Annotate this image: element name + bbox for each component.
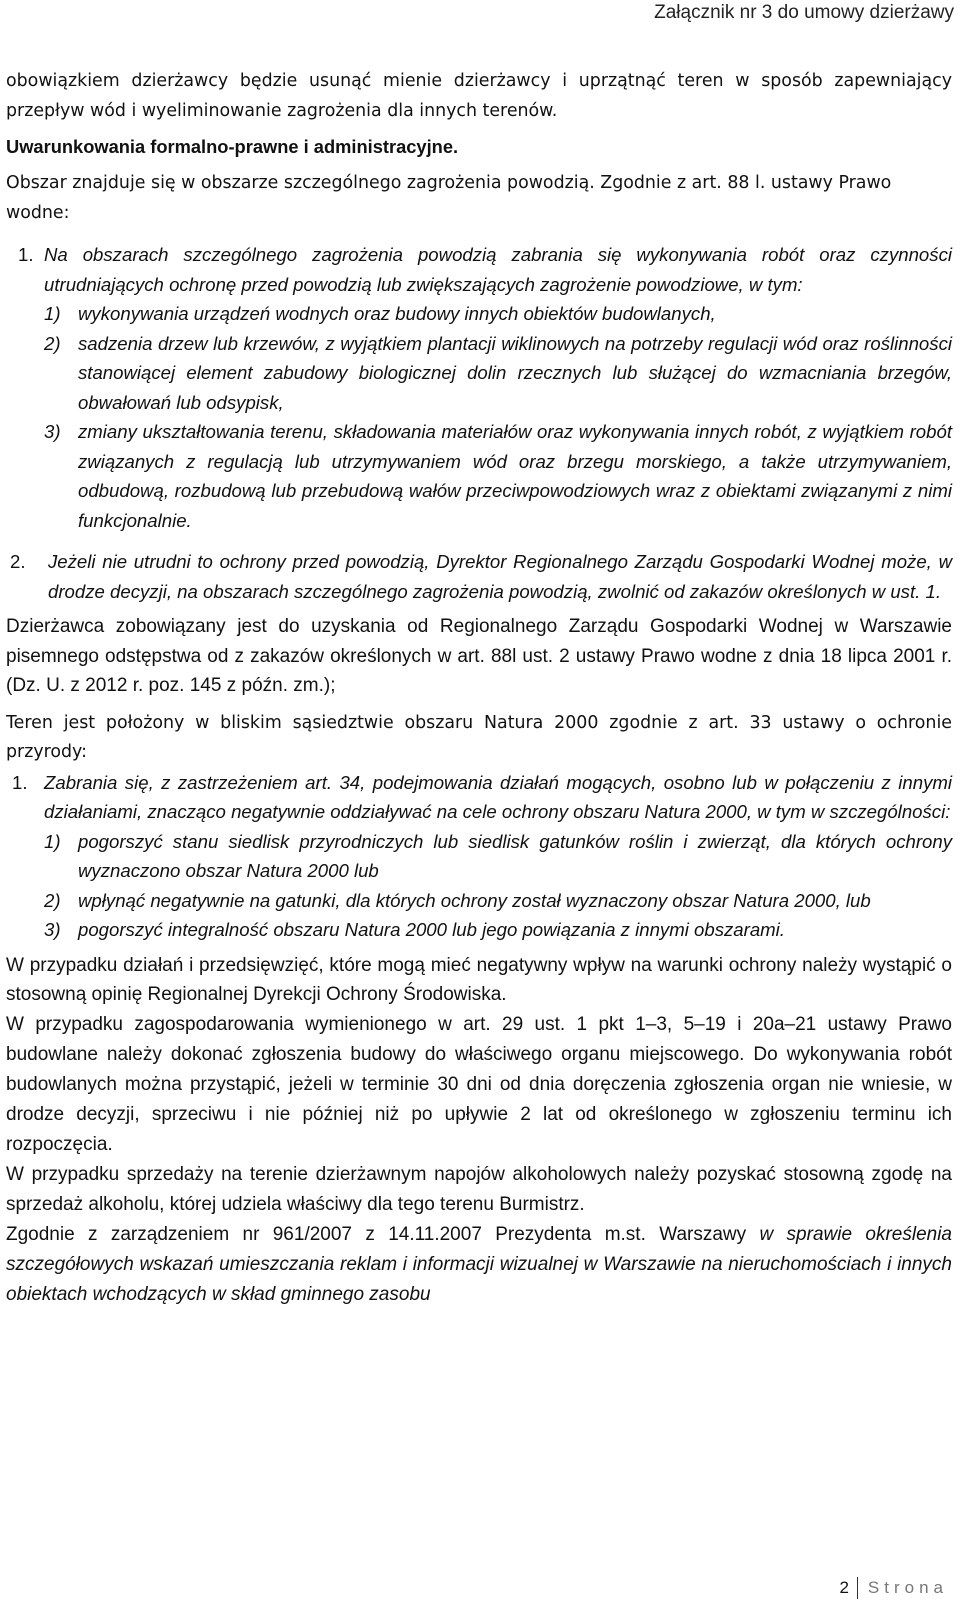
footer-separator <box>857 1577 858 1599</box>
advertising-ordinance-paragraph <box>6 1220 952 1310</box>
alcohol-sale-paragraph: W przypadku sprzedaży na terenie dzierżawnym napojów alkoholowych należy pozyskać stosowną zgodę na sprzedaż alkoholu, której udziela właściwy dla tego terenu Burmistrz. <box>6 1163 952 1215</box>
page-label: Strona <box>867 1578 948 1597</box>
natura-subitem-3-number: 3) <box>44 919 61 940</box>
natura-subitem-1-text: pogorszyć stanu siedlisk przyrodniczych lub siedlisk gatunków roślin i zwierząt, dla których ochrony wyznaczono obszar Natura 2000 lub <box>78 830 952 881</box>
natura-item-1-number: 1. <box>12 771 28 793</box>
natura-item-1-text: Zabrania się, z zastrzeżeniem art. 34, podejmowania działań mogących, osobno lub w połączeniu z innymi działaniami, znacząco negatywnie oddziaływać na cele ochrony obszaru Natura 2000, w tym w szczególności: <box>44 771 952 822</box>
flood-item-2-number: 2. <box>10 551 26 572</box>
page-footer <box>839 1577 948 1599</box>
natura-subitem-3-text: pogorszyć integralność obszaru Natura 2000 lub jego powiązania z innymi obszarami. <box>78 919 785 940</box>
advertising-ordinance-text: Zgodnie z zarządzeniem nr 961/2007 z 14.11.2007 Prezydenta m.st. Warszawy <box>6 1223 760 1245</box>
intro-continuation: obowiązkiem dzierżawcy będzie usunąć mienie dzierżawcy i uprzątnąć teren w sposób zapewniający przepływ wód i wyeliminowanie zagrożenia dla innych terenów. <box>6 71 952 121</box>
flood-subitem-2 <box>6 329 952 418</box>
flood-item-1-number: 1. <box>18 244 34 265</box>
natura-subitem-2-number: 2) <box>44 889 61 911</box>
page-number: 2 <box>839 1578 849 1597</box>
flood-item-1-text: Na obszarach szczególnego zagrożenia powodzią zabrania się wykonywania robót oraz czynności utrudniających ochronę przed powodzią lub zwiększających zagrożenie powodziowe, w tym: <box>44 244 952 295</box>
flood-item-1 <box>6 240 952 299</box>
flood-subitem-3-text: zmiany ukształtowania terenu, składowania materiałów oraz wykonywania innych robót, z wyjątkiem robót związanych z regulacją lub utrzymywaniem wód oraz brzegu morskiego, a także utrzymywaniem, odbudową, rozbudową lub przebudową wałów przeciwpowodziowych wraz z obiektami związanymi z nimi funkcjonalnie. <box>78 421 952 531</box>
flood-subitem-2-number: 2) <box>44 332 61 354</box>
flood-subitem-1-number: 1) <box>44 303 61 324</box>
flood-subitem-1-text: wykonywania urządzeń wodnych oraz budowy innych obiektów budowlanych, <box>78 303 716 324</box>
natura-subitem-2-text: wpłynąć negatywnie na gatunki, dla których ochrony został wyznaczony obszar Natura 2000, lub <box>78 889 871 911</box>
natura-restrictions-list <box>6 768 952 945</box>
flood-item-2-text: Jeżeli nie utrudni to ochrony przed powodzią, Dyrektor Regionalnego Zarządu Gospodarki Wodnej może, w drodze decyzji, na obszarach szczególnego zagrożenia powodzią, zwolnić od zakazów określonych w ust. 1. <box>48 551 952 602</box>
flood-item-2 <box>6 547 952 606</box>
natura-subitem-2 <box>6 886 952 916</box>
natura-intro: Teren jest położony w bliskim sąsiedztwie obszaru Natura 2000 zgodnie z art. 33 ustawy o ochronie przyrody: <box>6 712 952 762</box>
natura-subitem-1-number: 1) <box>44 830 61 852</box>
natura-subitem-3 <box>6 915 952 945</box>
natura-subitem-1 <box>6 827 952 886</box>
building-law-paragraph: W przypadku zagospodarowania wymienionego w art. 29 ust. 1 pkt 1–3, 5–19 i 20a–21 ustawy Prawo budowlane należy dokonać zgłoszenia budowy do właściwego organu miejscowego. Do wykonywania robót budowlanych można przystąpić, jeżeli w terminie 30 dni od dnia doręczenia zgłoszenia organ nie wniesie, w drodze decyzji, sprzeciwu i nie później niż po upływie 2 lat od określonego w zgłoszeniu terminu ich rozpoczęcia. <box>6 1013 952 1155</box>
flood-restrictions-list <box>6 240 952 606</box>
flood-subitem-2-text: sadzenia drzew lub krzewów, z wyjątkiem plantacji wiklinowych na potrzeby regulacji wód oraz roślinności stanowiącej element zabudowy biologicznej dolin rzecznych lub służącej do wzmacniania brzegów, obwałowań lub odsypisk, <box>78 332 952 413</box>
rdos-opinion-paragraph: W przypadku działań i przedsięwzięć, które mogą mieć negatywny wpływ na warunki ochrony należy wystąpić o stosowną opinię Regionalnej Dyrekcji Ochrony Środowiska. <box>6 954 952 1005</box>
flood-intro: Obszar znajduje się w obszarze szczególnego zagrożenia powodzią. Zgodnie z art. 88 l. ustawy Prawo wodne: <box>6 173 892 223</box>
attachment-note: Załącznik nr 3 do umowy dzierżawy <box>654 2 954 23</box>
flood-subitem-3-number: 3) <box>44 421 61 442</box>
document-body <box>6 66 952 1310</box>
natura-item-1 <box>6 768 952 827</box>
advertising-ordinance-title: w sprawie określenia szczegółowych wskazań umieszczania reklam i informacji wizualnej w Warszawie na nieruchomościach i innych obiektach wchodzących w skład gminnego zasobu <box>6 1223 952 1305</box>
flood-subitem-1 <box>6 299 952 329</box>
flood-subitem-3 <box>6 417 952 535</box>
section-heading: Uwarunkowania formalno-prawne i administracyjne. <box>6 136 459 157</box>
tenant-obligation: Dzierżawca zobowiązany jest do uzyskania od Regionalnego Zarządu Gospodarki Wodnej w Warszawie pisemnego odstępstwa od z zakazów określonych w art. 88l ust. 2 ustawy Prawo wodne z dnia 18 lipca 2001 r. (Dz. U. z 2012 r. poz. 145 z późn. zm.); <box>6 616 952 696</box>
